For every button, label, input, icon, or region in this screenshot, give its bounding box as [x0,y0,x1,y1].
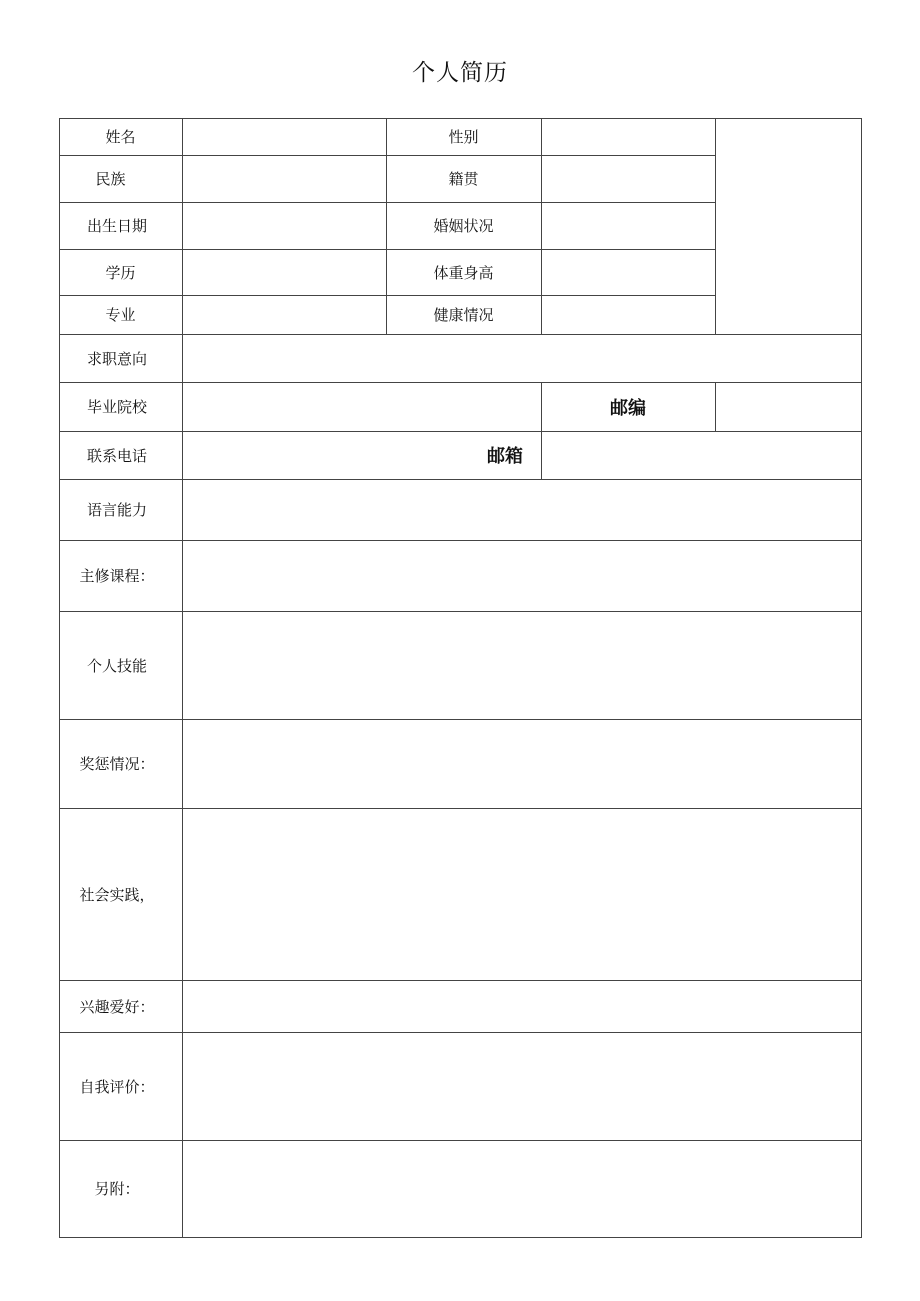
birth-date-field[interactable] [183,203,386,249]
education-label: 学历 [105,263,136,282]
attachment-field[interactable] [183,1141,861,1237]
marital-status-field[interactable] [542,203,715,249]
phone-label: 联系电话 [86,446,147,465]
skills-label: 个人技能 [86,656,147,675]
marital-status-label: 婚姻状况 [433,217,494,235]
self-evaluation-label: 自我评价： [79,1077,155,1096]
health-field[interactable] [542,296,715,334]
awards-field[interactable] [183,720,861,808]
hobbies-label: 兴趣爱好： [79,997,155,1016]
social-practice-field[interactable] [183,809,861,980]
name-field[interactable] [183,119,386,155]
email-label: 邮箱 [487,446,523,467]
ethnicity-label: 民族 [95,170,126,188]
birth-date-label: 出生日期 [86,217,147,235]
education-field[interactable] [183,250,386,295]
major-label: 专业 [105,306,136,324]
page-title: 个人简历 [412,60,508,86]
ethnicity-field[interactable] [183,156,386,202]
postcode-label: 邮编 [610,397,646,419]
table-border-right [861,118,862,1238]
table-border-bottom [59,1237,861,1238]
job-intention-label: 求职意向 [86,349,147,368]
job-intention-field[interactable] [183,335,861,382]
native-place-label: 籍贯 [448,170,479,188]
gender-field[interactable] [542,119,715,155]
height-weight-label: 体重身高 [433,263,494,282]
hobbies-field[interactable] [183,981,861,1032]
social-practice-label: 社会实践， [79,885,155,904]
graduate-school-field[interactable] [183,383,541,431]
email-field[interactable] [542,432,861,479]
self-evaluation-field[interactable] [183,1033,861,1140]
height-weight-field[interactable] [542,250,715,295]
language-field[interactable] [183,480,861,540]
awards-label: 奖惩情况： [79,755,155,773]
graduate-school-label: 毕业院校 [86,398,147,416]
postcode-field[interactable] [716,383,861,431]
skills-field[interactable] [183,612,861,719]
native-place-field[interactable] [542,156,715,202]
gender-label: 性别 [448,128,479,146]
major-field[interactable] [183,296,386,334]
name-label: 姓名 [105,128,136,146]
language-label: 语言能力 [86,501,147,519]
main-courses-field[interactable] [183,541,861,611]
health-label: 健康情况 [433,306,494,324]
main-courses-label: 主修课程： [79,567,155,585]
photo-area[interactable] [716,119,861,334]
attachment-label: 另附： [94,1180,140,1198]
